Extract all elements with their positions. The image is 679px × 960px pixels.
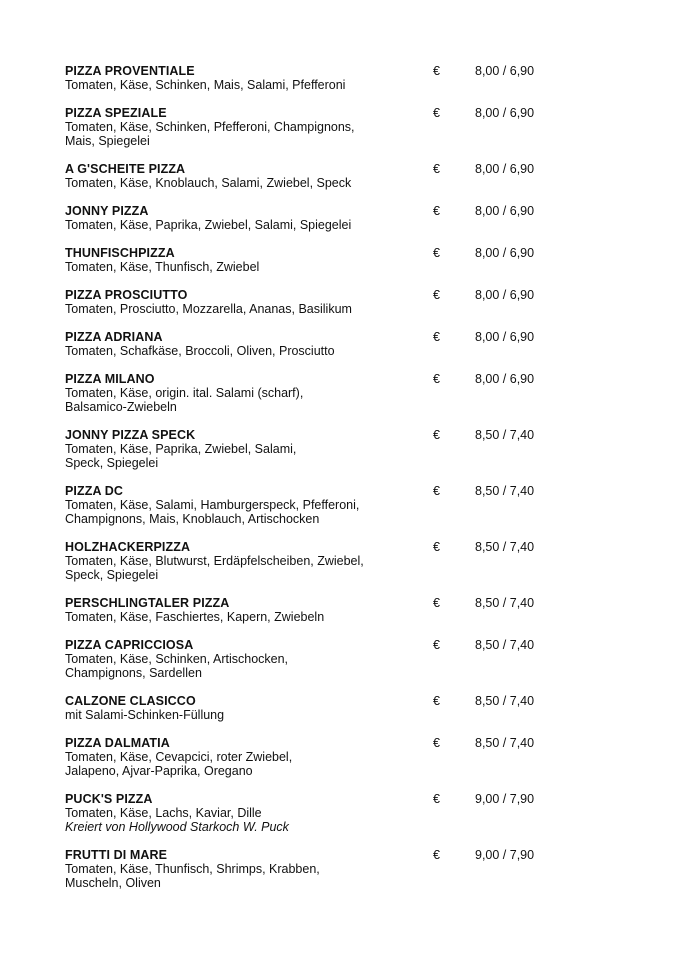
item-name: PUCK'S PIZZA	[65, 792, 153, 806]
currency-symbol: €	[433, 848, 440, 862]
menu-item	[0, 484, 679, 526]
currency-symbol: €	[433, 428, 440, 442]
item-price: 8,00 / 6,90	[475, 64, 535, 78]
currency-symbol: €	[433, 596, 440, 610]
item-price: 9,00 / 7,90	[475, 792, 535, 806]
item-price: 8,50 / 7,40	[475, 694, 535, 708]
item-price: 8,00 / 6,90	[475, 162, 535, 176]
item-description: Tomaten, Käse, Cevapcici, roter Zwiebel, Jalapeno, Ajvar-Paprika, Oregano	[65, 750, 293, 778]
item-price: 8,50 / 7,40	[475, 596, 535, 610]
currency-symbol: €	[433, 204, 440, 218]
menu-item	[0, 246, 679, 274]
menu-item	[0, 106, 679, 148]
pizza-menu	[0, 64, 679, 904]
item-name: PIZZA DC	[65, 484, 123, 498]
item-name: FRUTTI DI MARE	[65, 848, 168, 862]
currency-symbol: €	[433, 106, 440, 120]
currency-symbol: €	[433, 246, 440, 260]
currency-symbol: €	[433, 330, 440, 344]
currency-symbol: €	[433, 694, 440, 708]
item-name: JONNY PIZZA	[65, 204, 149, 218]
item-description: Tomaten, Käse, Lachs, Kaviar, Dille	[65, 806, 262, 820]
menu-item	[0, 694, 679, 722]
item-name: JONNY PIZZA SPECK	[65, 428, 196, 442]
item-price: 8,50 / 7,40	[475, 540, 535, 554]
item-price: 8,50 / 7,40	[475, 484, 535, 498]
item-price: 8,00 / 6,90	[475, 106, 535, 120]
item-price: 8,50 / 7,40	[475, 736, 535, 750]
item-description: Tomaten, Käse, Paprika, Zwiebel, Salami, Speck, Spiegelei	[65, 442, 297, 470]
item-name: PIZZA PROSCIUTTO	[65, 288, 188, 302]
item-description: Tomaten, Käse, Salami, Hamburgerspeck, Pfefferoni, Champignons, Mais, Knoblauch, Artischocken	[65, 498, 360, 526]
item-name: PIZZA DALMATIA	[65, 736, 170, 750]
item-name: PIZZA SPEZIALE	[65, 106, 167, 120]
menu-item	[0, 540, 679, 582]
item-price: 8,50 / 7,40	[475, 638, 535, 652]
menu-item	[0, 372, 679, 414]
item-price: 8,50 / 7,40	[475, 428, 535, 442]
item-description: Tomaten, Käse, Thunfisch, Zwiebel	[65, 260, 260, 274]
item-description: Tomaten, Käse, Paprika, Zwiebel, Salami, Spiegelei	[65, 218, 352, 232]
menu-item	[0, 330, 679, 358]
item-description: Tomaten, Käse, Schinken, Mais, Salami, Pfefferoni	[65, 78, 346, 92]
currency-symbol: €	[433, 540, 440, 554]
menu-item	[0, 848, 679, 890]
currency-symbol: €	[433, 162, 440, 176]
item-description: Tomaten, Schafkäse, Broccoli, Oliven, Prosciutto	[65, 344, 335, 358]
item-description: Tomaten, Käse, Faschiertes, Kapern, Zwiebeln	[65, 610, 325, 624]
item-price: 8,00 / 6,90	[475, 372, 535, 386]
item-description: Tomaten, Käse, Thunfisch, Shrimps, Krabben, Muscheln, Oliven	[65, 862, 320, 890]
menu-item	[0, 736, 679, 778]
item-name: PIZZA CAPRICCIOSA	[65, 638, 194, 652]
item-description: Tomaten, Käse, Blutwurst, Erdäpfelscheiben, Zwiebel, Speck, Spiegelei	[65, 554, 364, 582]
item-name: PIZZA MILANO	[65, 372, 155, 386]
item-name: HOLZHACKERPIZZA	[65, 540, 191, 554]
menu-item	[0, 428, 679, 470]
item-name: CALZONE CLASICCO	[65, 694, 196, 708]
item-name: PIZZA PROVENTIALE	[65, 64, 195, 78]
item-name: A G'SCHEITE PIZZA	[65, 162, 186, 176]
item-price: 9,00 / 7,90	[475, 848, 535, 862]
item-note: Kreiert von Hollywood Starkoch W. Puck	[65, 820, 289, 834]
currency-symbol: €	[433, 736, 440, 750]
item-name: THUNFISCHPIZZA	[65, 246, 175, 260]
item-description: Tomaten, Käse, Schinken, Artischocken, Champignons, Sardellen	[65, 652, 289, 680]
menu-item	[0, 288, 679, 316]
item-description: Tomaten, Prosciutto, Mozzarella, Ananas, Basilikum	[65, 302, 352, 316]
currency-symbol: €	[433, 372, 440, 386]
menu-item	[0, 162, 679, 190]
currency-symbol: €	[433, 638, 440, 652]
menu-item	[0, 204, 679, 232]
item-description: mit Salami-Schinken-Füllung	[65, 708, 225, 722]
currency-symbol: €	[433, 792, 440, 806]
item-price: 8,00 / 6,90	[475, 246, 535, 260]
currency-symbol: €	[433, 288, 440, 302]
menu-item	[0, 792, 679, 834]
menu-item	[0, 64, 679, 92]
menu-item	[0, 596, 679, 624]
item-price: 8,00 / 6,90	[475, 330, 535, 344]
currency-symbol: €	[433, 484, 440, 498]
item-price: 8,00 / 6,90	[475, 204, 535, 218]
item-description: Tomaten, Käse, Schinken, Pfefferoni, Champignons, Mais, Spiegelei	[65, 120, 355, 148]
item-description: Tomaten, Käse, Knoblauch, Salami, Zwiebel, Speck	[65, 176, 352, 190]
item-description: Tomaten, Käse, origin. ital. Salami (scharf), Balsamico-Zwiebeln	[65, 386, 304, 414]
menu-item	[0, 638, 679, 680]
item-price: 8,00 / 6,90	[475, 288, 535, 302]
item-name: PERSCHLINGTALER PIZZA	[65, 596, 230, 610]
currency-symbol: €	[433, 64, 440, 78]
item-name: PIZZA ADRIANA	[65, 330, 163, 344]
